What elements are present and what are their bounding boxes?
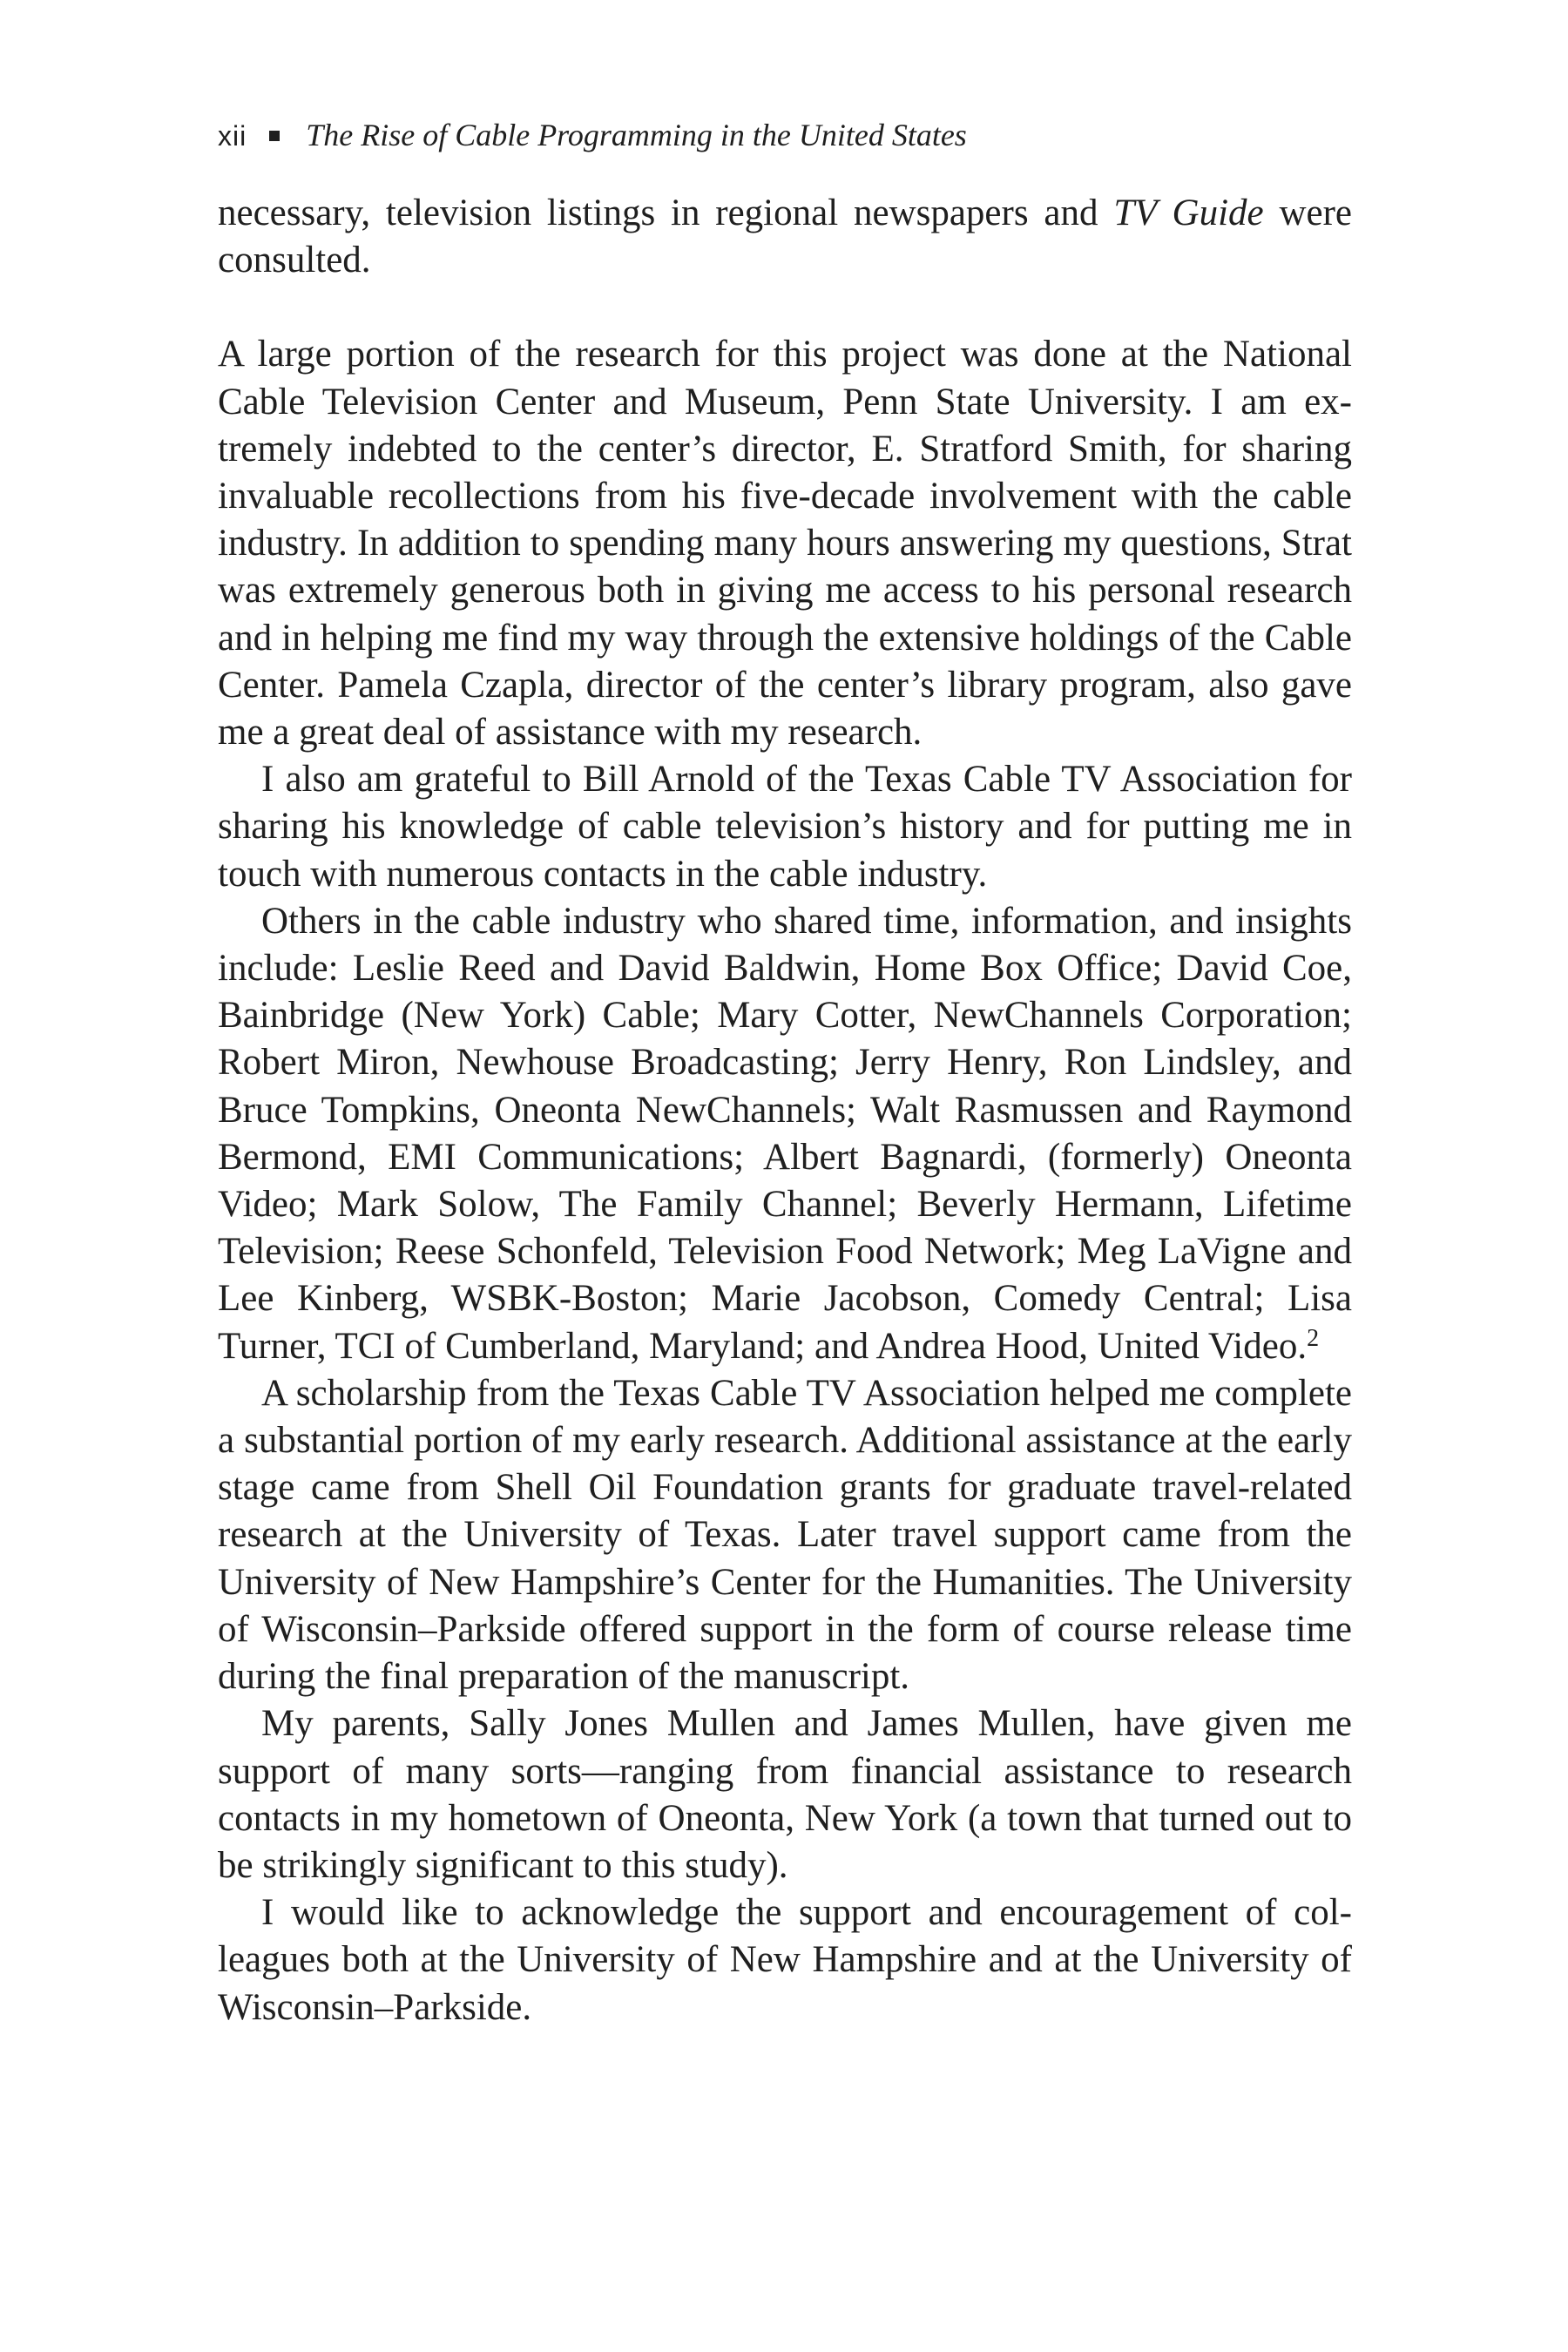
page-number: xii (218, 120, 247, 152)
paragraph: My parents, Sally Jones Mullen and James Mullen, have given me support of many sorts—ranging from financial assistance to research contacts in my hometown of Oneonta, New York (a town that turned out to be strikingly significant to this study). (218, 1703, 1352, 1886)
paragraph-continued (218, 190, 1352, 284)
footnote-marker: 2 (1307, 1324, 1320, 1352)
paragraph: I also am grateful to Bill Arnold of the Texas Cable TV Association for sharing his knowledge of cable television’s history and for putting me in touch with numerous contacts in the cable industry. (218, 759, 1352, 895)
bullet-separator-icon (269, 131, 280, 141)
paragraph: I would like to acknowledge the support and encouragement of colleagues both at the University of New Hampshire and at the University of Wisconsin–Parkside. (218, 1892, 1352, 2028)
paragraph-text: necessary, television listings in regional newspapers and (218, 193, 1114, 233)
paragraph (218, 898, 1352, 1370)
paragraph-text: Others in the cable industry who shared time, information, and insights include: Leslie Reed and David Baldwin, Home Box Office; David Coe, Bainbridge (New York) Cable; Mary Cotter, NewChannels Corporation; Robert Miron, Newhouse Broadcasting; Jerry Henry, Ron Lindsley, and Bruce Tompkins, Oneonta NewChannels; Walt Rasmussen and Raymond Bermond, EMI Communications; Albert Bagnardi, (formerly) Oneonta Video; Mark Solow, The Family Channel; Beverly Hermann, Lifetime Television; Reese Schonfeld, Television Food Network; Meg LaVigne and Lee Kinberg, WSBK-Boston; Marie Jacobson, Comedy Central; Lisa Turner, TCI of Cumberland, Maryland; and Andrea Hood, United Video. (218, 900, 1352, 1367)
running-head (218, 113, 1350, 158)
running-title: The Rise of Cable Programming in the United States (306, 118, 967, 152)
paragraph: A scholarship from the Texas Cable TV Association helped me complete a substantial portion of my early research. Additional assistance at the early stage came from Shell Oil Foundation grants for graduate travel-related research at the University of Texas. Later travel support came from the University of New Hampshire’s Center for the Humanities. The University of Wisconsin–Parkside offered support in the form of course release time during the final preparation of the manuscript. (218, 1372, 1352, 1698)
body-text (218, 190, 1352, 2031)
paragraph-text: were consulted. (218, 193, 1352, 281)
paragraph: A large portion of the research for this project was done at the National Cable Television Center and Museum, Penn State University. I am extremely indebted to the center’s director, E. Stratford Smith, for sharing invaluable recollections from his five-decade involvement with the cable industry. In addition to spending many hours answering my questions, Strat was extremely generous both in giving me access to his personal research and in helping me find my way through the extensive holdings of the Cable Center. Pamela Czapla, director of the center’s library program, also gave me a great deal of assistance with my research. (218, 334, 1352, 754)
publication-title: TV Guide (1113, 193, 1264, 233)
